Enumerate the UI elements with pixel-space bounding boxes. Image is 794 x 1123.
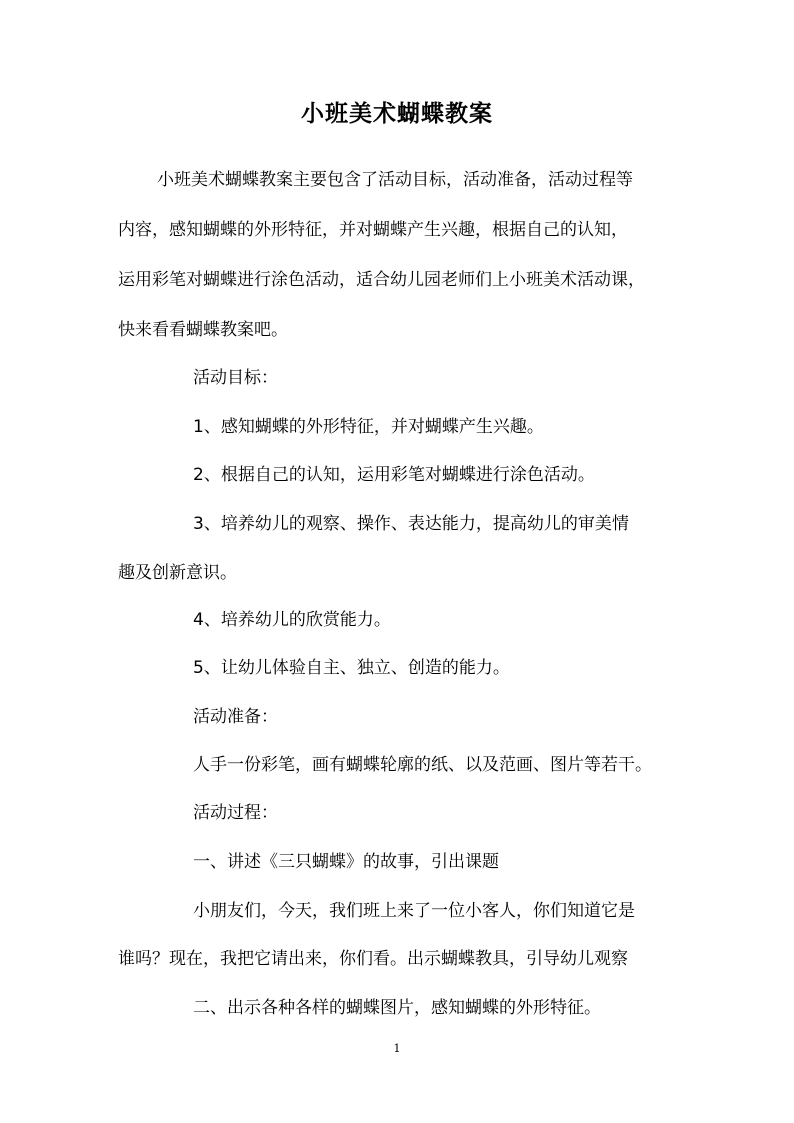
step1-line-2: 谁吗？现在，我把它请出来，你们看。出示蝴蝶教具，引导幼儿观察 <box>118 949 628 969</box>
goal-item-5: 5、让幼儿体验自主、独立、创造的能力。 <box>193 658 510 678</box>
goal-item-1: 1、感知蝴蝶的外形特征，并对蝴蝶产生兴趣。 <box>193 417 544 437</box>
intro-line-4: 快来看看蝴蝶教案吧。 <box>118 320 288 340</box>
goal-item-2: 2、根据自己的认知，运用彩笔对蝴蝶进行涂色活动。 <box>193 465 595 485</box>
step2-title: 二、出示各种各样的蝴蝶图片，感知蝴蝶的外形特征。 <box>193 998 601 1018</box>
goal-item-3-continued: 趣及创新意识。 <box>118 563 237 583</box>
prep-text: 人手一份彩笔，画有蝴蝶轮廓的纸、以及范画、图片等若干。 <box>193 755 652 775</box>
step1-line-1: 小朋友们，今天，我们班上来了一位小客人，你们知道它是 <box>193 901 635 921</box>
intro-line-3: 运用彩笔对蝴蝶进行涂色活动，适合幼儿园老师们上小班美术活动课， <box>118 270 645 290</box>
page-number: 1 <box>393 1042 401 1055</box>
goals-heading: 活动目标： <box>193 368 278 388</box>
step1-title: 一、讲述《三只蝴蝶》的故事，引出课题 <box>193 852 499 872</box>
prep-heading: 活动准备： <box>193 707 278 727</box>
intro-line-1: 小班美术蝴蝶教案主要包含了活动目标，活动准备，活动过程等 <box>157 170 633 190</box>
intro-line-2: 内容，感知蝴蝶的外形特征，并对蝴蝶产生兴趣，根据自己的认知， <box>118 220 628 240</box>
document-title: 小班美术蝴蝶教案 <box>301 100 493 127</box>
process-heading: 活动过程： <box>193 803 278 823</box>
goal-item-3: 3、培养幼儿的观察、操作、表达能力，提高幼儿的审美情 <box>193 514 629 534</box>
goal-item-4: 4、培养幼儿的欣赏能力。 <box>193 610 391 630</box>
